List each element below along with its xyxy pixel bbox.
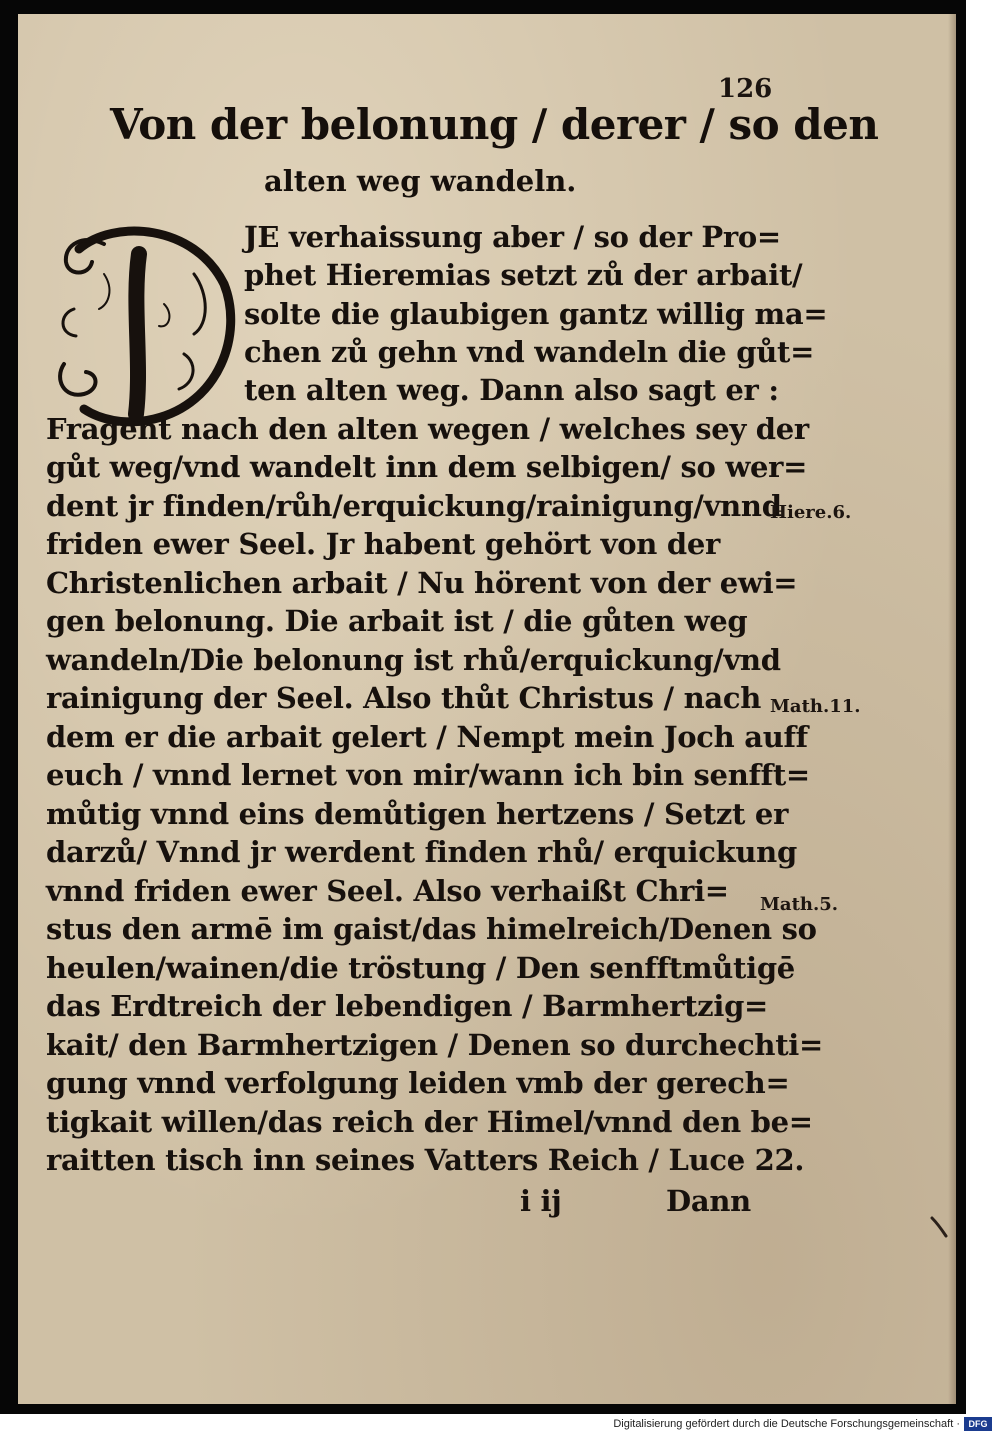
text-line: friden ewer Seel. Jr habent gehört von der (46, 527, 720, 561)
margin-note: Math.11. (770, 696, 861, 717)
text-line: tigkait willen/das reich der Himel/vnnd den be= (46, 1105, 813, 1139)
ink-smudge (930, 1214, 950, 1240)
text-line: JE verhaissung aber / so der Pro= (244, 220, 781, 254)
page-number: 126 (718, 74, 773, 104)
digitization-credit: Digitalisierung gefördert durch die Deutsche Forschungsgemeinschaft · (613, 1418, 960, 1430)
text-line: phet Hieremias setzt zů der arbait/ (244, 258, 803, 292)
text-line: rainigung der Seel. Also thůt Christus / nach (46, 681, 761, 715)
text-line: kait/ den Barmhertzigen / Denen so durchechti= (46, 1028, 824, 1062)
chapter-heading-subline: alten weg wandeln. (264, 164, 577, 198)
text-line: Fragent nach den alten wegen / welches sey der (46, 412, 809, 446)
text-line: stus den armē im gaist/das himelreich/Denen so (46, 912, 817, 946)
text-line: dem er die arbait gelert / Nempt mein Joch auff (46, 720, 808, 754)
text-line: chen zů gehn vnd wandeln die gůt= (244, 335, 815, 369)
dfg-logo: DFG (964, 1417, 992, 1431)
text-line: gen belonung. Die arbait ist / die gůten weg (46, 604, 748, 638)
text-line: solte die glaubigen gantz willig ma= (244, 297, 828, 331)
margin-note: Hiere.6. (770, 502, 852, 523)
text-line: heulen/wainen/die tröstung / Den senfftmůtigē (46, 951, 795, 985)
text-line: darzů/ Vnnd jr werdent finden rhů/ erquickung (46, 835, 797, 869)
signature-mark: i ij (520, 1184, 562, 1218)
text-line: raitten tisch inn seines Vatters Reich / Luce 22. (46, 1143, 805, 1177)
text-line: vnnd friden ewer Seel. Also verhaißt Chri= (46, 874, 729, 908)
text-line: dent jr finden/růh/erquickung/rainigung/vnnd (46, 489, 782, 523)
margin-note: Math.5. (760, 894, 839, 915)
text-line: wandeln/Die belonung ist rhů/erquickung/vnd (46, 643, 781, 677)
text-line: ten alten weg. Dann also sagt er : (244, 373, 779, 407)
text-line: můtig vnnd eins demůtigen hertzens / Setzt er (46, 797, 789, 831)
chapter-heading: Von der belonung / derer / so den (110, 100, 879, 149)
text-line: Christenlichen arbait / Nu hörent von der ewi= (46, 566, 798, 600)
page-edge-shadow (948, 14, 956, 1404)
book-page (18, 14, 956, 1404)
text-line: das Erdtreich der lebendigen / Barmhertzig= (46, 989, 769, 1023)
decorated-initial-d (44, 214, 244, 429)
catchword: Dann (666, 1184, 751, 1218)
text-line: gung vnnd verfolgung leiden vmb der gerech= (46, 1066, 790, 1100)
text-line: euch / vnnd lernet von mir/wann ich bin senfft= (46, 758, 810, 792)
text-line: gůt weg/vnd wandelt inn dem selbigen/ so wer= (46, 450, 808, 484)
